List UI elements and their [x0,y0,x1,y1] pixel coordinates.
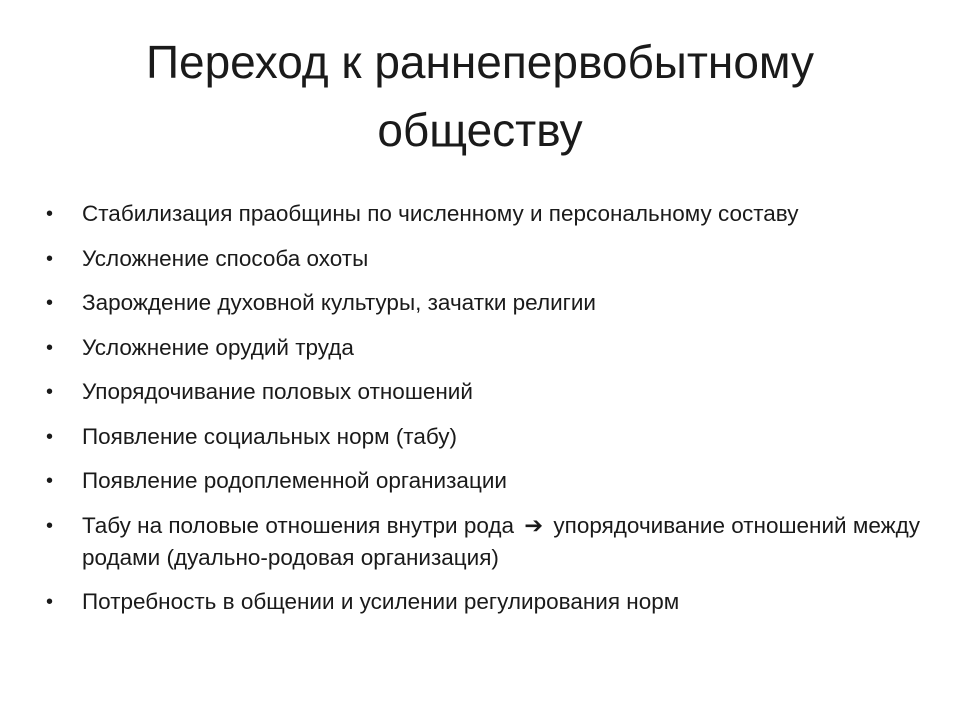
bullet-text-before-arrow: Табу на половые отношения внутри рода [82,512,515,538]
title-line-2: обществу [377,104,583,156]
bullet-item-communication [40,586,920,618]
bullet-dot-icon: • [46,470,54,492]
bullet-text: Стабилизация праобщины по численному и персональному составу [82,201,799,226]
bullet-item-tribal-organization [40,465,920,497]
bullet-text: Появление социальных норм (табу) [82,423,458,449]
bullet-item-sexual-relations [40,376,920,408]
bullet-text: Зарождение духовной культуры, зачатки религии [82,290,596,315]
bullet-text: Появление родоплеменной организации [82,468,507,493]
title-line-1: Переход к раннепервобытному [145,36,815,88]
bullet-dot-icon: • [46,514,54,537]
bullet-dot-icon: • [46,336,54,359]
bullet-item-tools [40,332,920,364]
right-arrow-icon: ➔ [524,512,544,538]
bullet-dot-icon: • [46,247,54,270]
bullet-item-hunting [40,243,920,275]
bullet-text-after-arrow: упорядочивание отношений между родами (дуально-родовая организация) [82,512,921,570]
bullet-dot-icon: • [46,292,54,314]
bullet-text: Потребность в общении и усилении регулирования норм [82,589,680,614]
bullet-text: Усложнение способа охоты [82,245,369,271]
bullet-item-spiritual-culture [40,287,920,319]
bullet-dot-icon: • [46,381,54,403]
bullet-item-stabilization [40,198,920,230]
bullet-text: Упорядочивание половых отношений [82,379,473,404]
bullet-text: Усложнение орудий труда [82,334,354,360]
bullet-dot-icon: • [46,203,54,225]
bullet-item-taboo [40,510,920,574]
bullet-dot-icon: • [46,425,54,448]
slide-title [60,28,900,164]
bullet-item-social-norms [40,421,920,453]
bullet-dot-icon: • [46,591,54,613]
bullet-list [40,198,920,631]
